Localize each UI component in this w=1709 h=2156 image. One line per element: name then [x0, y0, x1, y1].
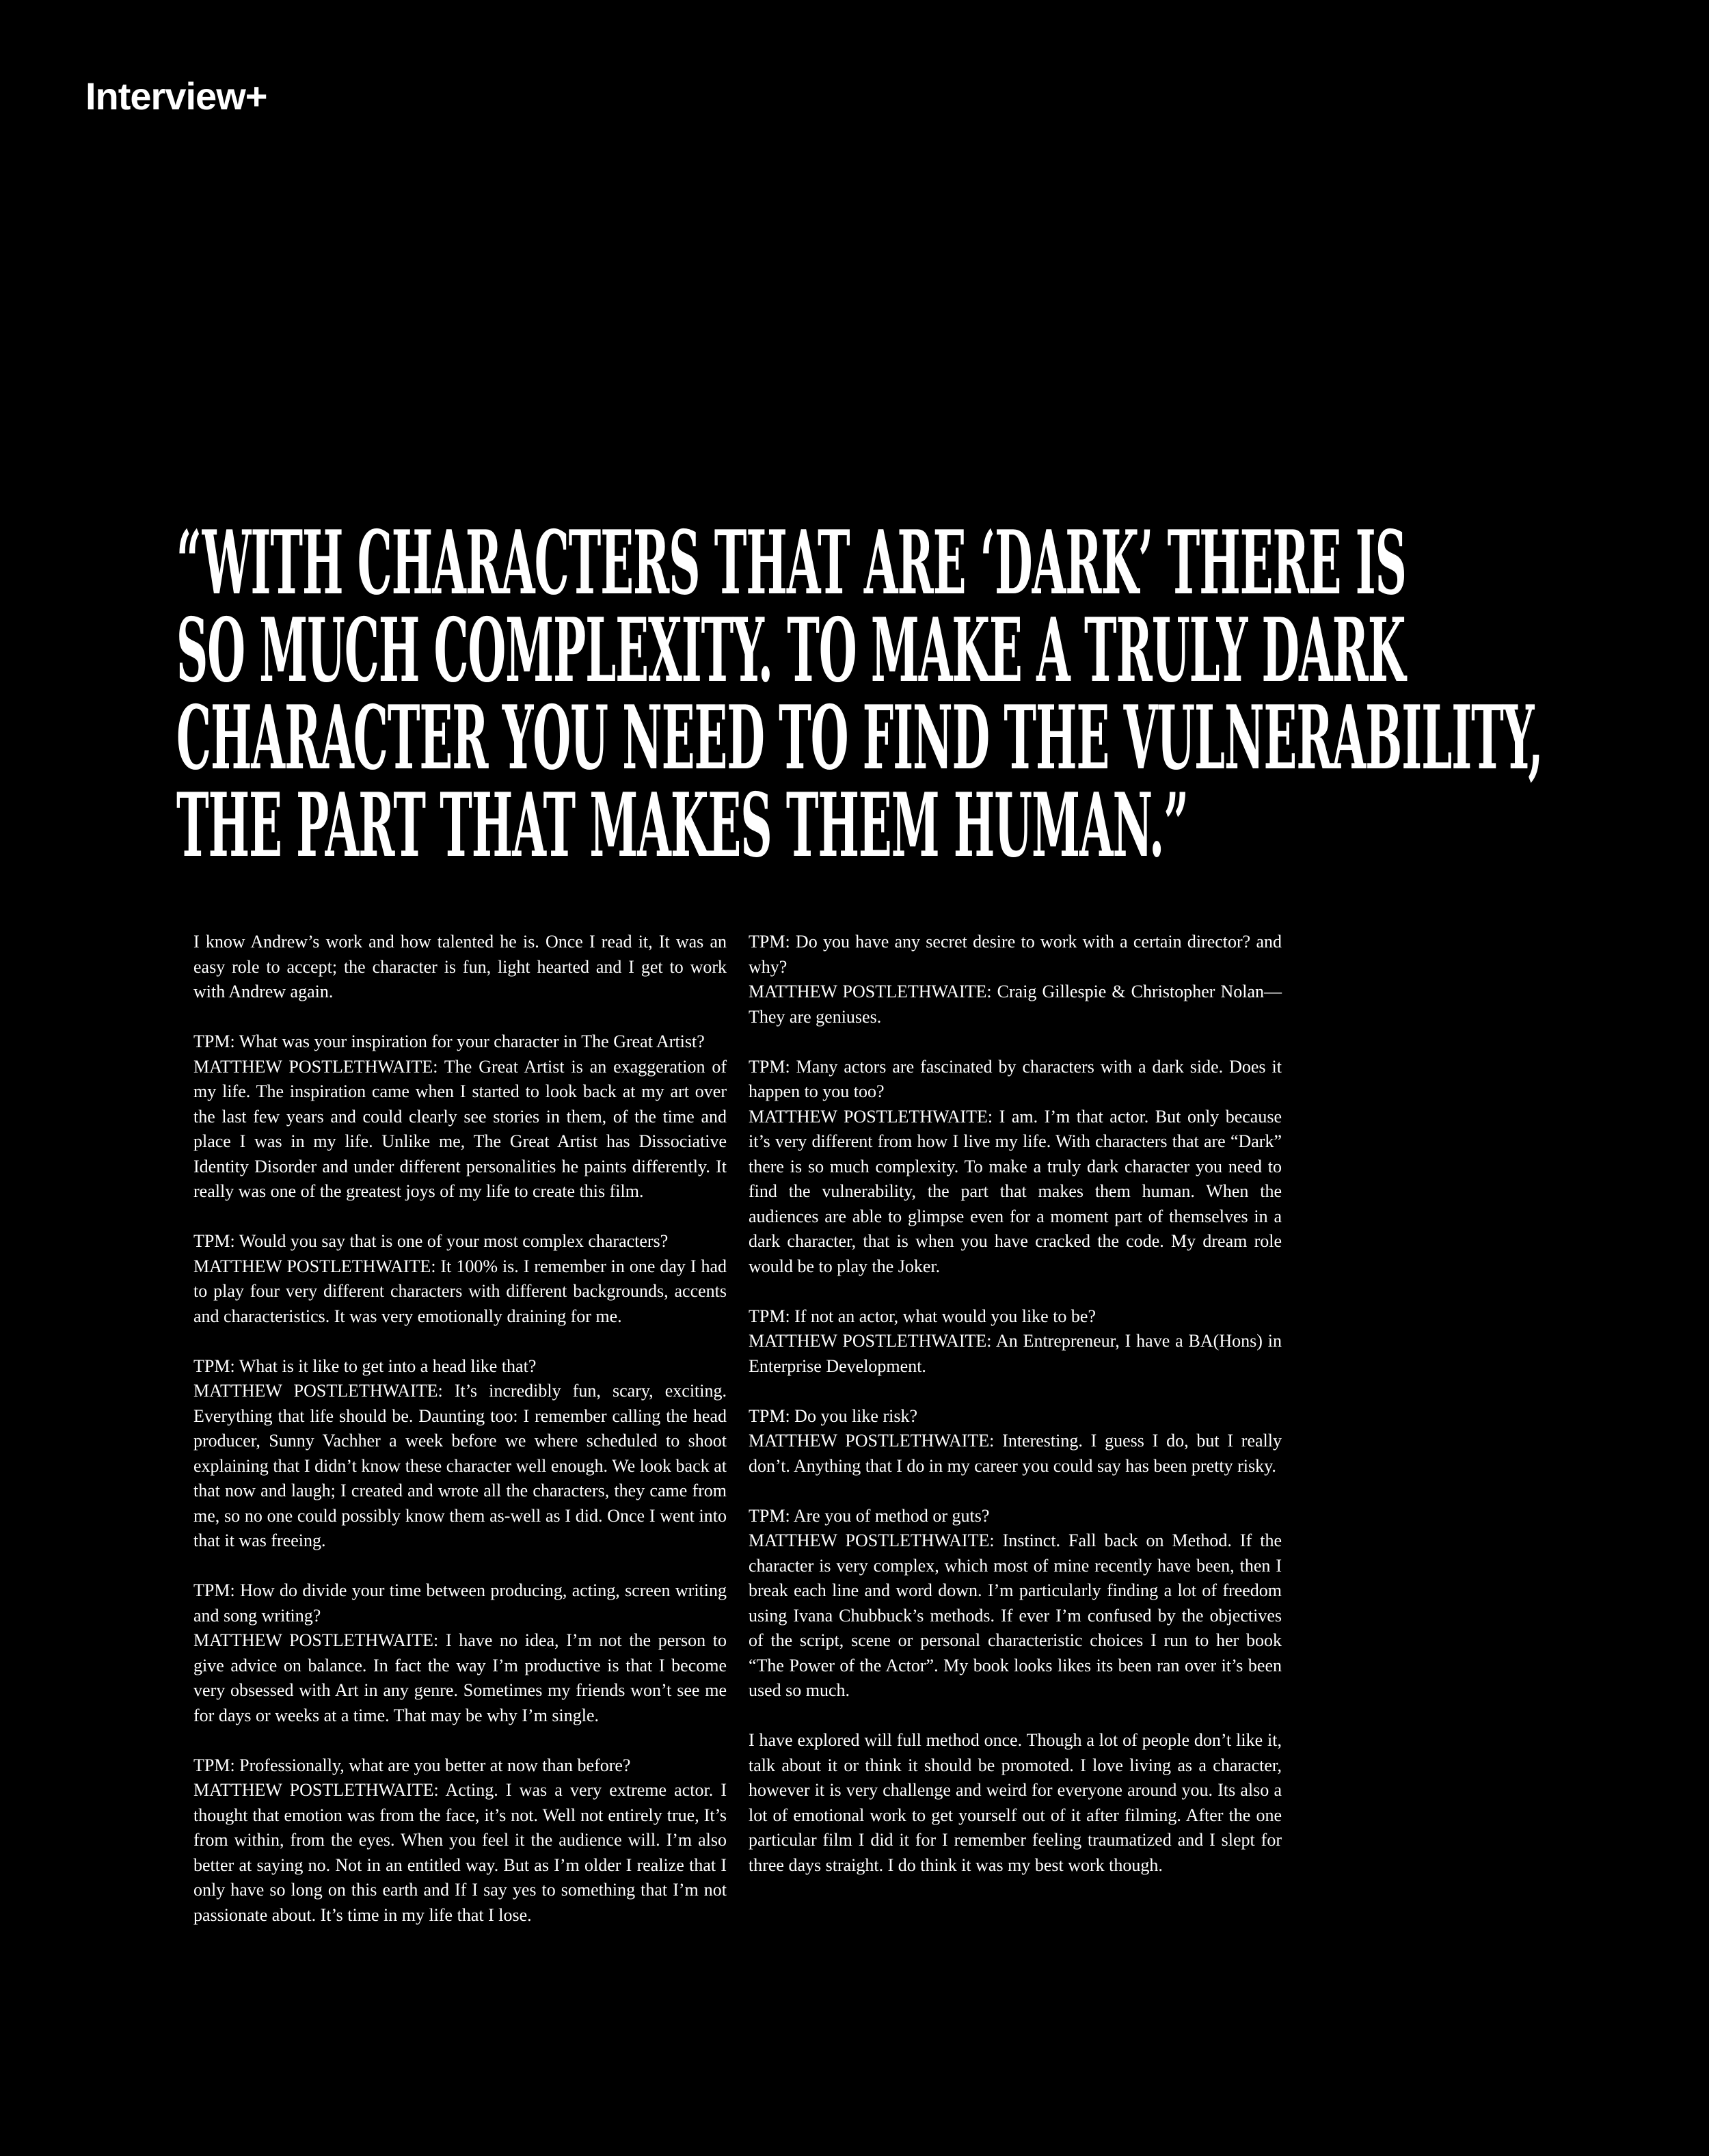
interview-answer: MATTHEW POSTLETHWAITE: Craig Gillespie & Christopher Nolan—They are geniuses. [749, 982, 1282, 1027]
interview-question: TPM: Do you like risk? [749, 1405, 917, 1426]
interview-question: TPM: Many actors are fascinated by characters with a dark side. Does it happen to you too? [749, 1056, 1282, 1101]
interview-exchange [749, 1304, 1282, 1379]
article-paragraph [749, 1728, 1282, 1878]
interview-answer: MATTHEW POSTLETHWAITE: It’s incredibly fun, scary, exciting. Everything that life should be. Daunting too: I remember calling the head producer, Sunny Vachher a week before we where scheduled to shoot explaining that I didn’t know these character well enough. We look back at that now and laugh; I created and wrote all the characters, they came from me, so no one could possibly know them as-well as I did. Once I went into that it was freeing. [193, 1381, 727, 1550]
paragraph-text: I know Andrew’s work and how talented he is. Once I read it, It was an easy role to accept; the character is fun, light hearted and I get to work with Andrew again. [193, 932, 727, 1001]
interview-answer: MATTHEW POSTLETHWAITE: Instinct. Fall back on Method. If the character is very complex, which most of mine recently have been, then I break each line and word down. I’m particularly finding a lot of freedom using Ivana Chubbuck’s methods. If ever I’m confused by the objectives of the script, scene or personal characteristic choices I run to her book “The Power of the Actor”. My book looks likes its been ran over it’s been used so much. [749, 1531, 1282, 1700]
pull-quote [176, 512, 1543, 877]
interview-question: TPM: What is it like to get into a head like that? [193, 1356, 537, 1376]
article-paragraph [193, 930, 727, 1005]
interview-question: TPM: How do divide your time between producing, acting, screen writing and song writing? [193, 1580, 727, 1626]
interview-answer: MATTHEW POSTLETHWAITE: Interesting. I guess I do, but I really don’t. Anything that I do in my career you could say has been pretty risky. [749, 1431, 1282, 1476]
pull-quote-line: CHARACTER YOU NEED TO FIND THE VULNERABILITY, [176, 687, 1543, 790]
interview-exchange [193, 1753, 727, 1928]
pull-quote-line: “WITH CHARACTERS THAT ARE ‘DARK’ THERE IS [176, 512, 1406, 615]
magazine-section-title: Interview+ [85, 75, 267, 118]
interview-answer: MATTHEW POSTLETHWAITE: It 100% is. I remember in one day I had to play four very different characters with different backgrounds, accents and characteristics. It was very emotionally draining for me. [193, 1256, 727, 1326]
interview-exchange [193, 1354, 727, 1554]
interview-question: TPM: Are you of method or guts? [749, 1505, 990, 1526]
interview-question: TPM: Would you say that is one of your most complex characters? [193, 1231, 669, 1251]
interview-exchange [749, 1404, 1282, 1479]
interview-question: TPM: Do you have any secret desire to work with a certain director? and why? [749, 932, 1282, 977]
interview-exchange [193, 1029, 727, 1204]
interview-question: TPM: If not an actor, what would you like to be? [749, 1306, 1096, 1326]
interview-answer: MATTHEW POSTLETHWAITE: The Great Artist is an exaggeration of my life. The inspiration came when I started to look back at my art over the last few years and could clearly see stories in them, of the time and place I was in my life. Unlike me, The Great Artist has Dissociative Identity Disorder and under different personalities he paints differently. It really was one of the greatest joys of my life to create this film. [193, 1056, 727, 1201]
pull-quote-line: THE PART THAT MAKES THEM HUMAN.” [176, 774, 1189, 877]
article-column-right [749, 930, 1282, 1878]
interview-exchange [193, 1229, 727, 1329]
interview-exchange [749, 930, 1282, 1029]
paragraph-text: I have explored will full method once. Though a lot of people don’t like it, talk about it or think it should be promoted. I love living as a character, however it is very challenge and weird for everyone around you. Its also a lot of emotional work to get yourself out of it after filming. After the one particular film I did it for I remember feeling traumatized and I slept for three days straight. I do think it was my best work though. [749, 1730, 1282, 1875]
interview-exchange [193, 1578, 727, 1728]
article-column-left [193, 930, 727, 1928]
interview-answer: MATTHEW POSTLETHWAITE: Acting. I was a very extreme actor. I thought that emotion was from the face, it’s not. Well not entirely true, It’s from within, from the eyes. When you feel it the audience will. I’m also better at saying no. Not in an entitled way. But as I’m older I realize that I only have so long on this earth and If I say yes to something that I’m not passionate about. It’s time in my life that I lose. [193, 1780, 727, 1925]
interview-answer: MATTHEW POSTLETHWAITE: An Entrepreneur, I have a BA(Hons) in Enterprise Development. [749, 1331, 1282, 1376]
pull-quote-line: SO MUCH COMPLEXITY. TO MAKE A TRULY DARK [176, 599, 1405, 702]
interview-answer: MATTHEW POSTLETHWAITE: I have no idea, I’m not the person to give advice on balance. In fact the way I’m productive is that I become very obsessed with Art in any genre. Sometimes my friends won’t see me for days or weeks at a time. That may be why I’m single. [193, 1630, 727, 1725]
interview-answer: MATTHEW POSTLETHWAITE: I am. I’m that actor. But only because it’s very different from how I live my life. With characters that are “Dark” there is so much complexity. To make a truly dark character you need to find the vulnerability, the part that makes them human. When the audiences are able to glimpse even for a moment part of themselves in a dark character, that is when you have cracked the code. My dream role would be to play the Joker. [749, 1106, 1282, 1276]
interview-exchange [749, 1504, 1282, 1703]
interview-question: TPM: Professionally, what are you better at now than before? [193, 1755, 631, 1775]
interview-question: TPM: What was your inspiration for your character in The Great Artist? [193, 1032, 705, 1051]
interview-exchange [749, 1055, 1282, 1280]
